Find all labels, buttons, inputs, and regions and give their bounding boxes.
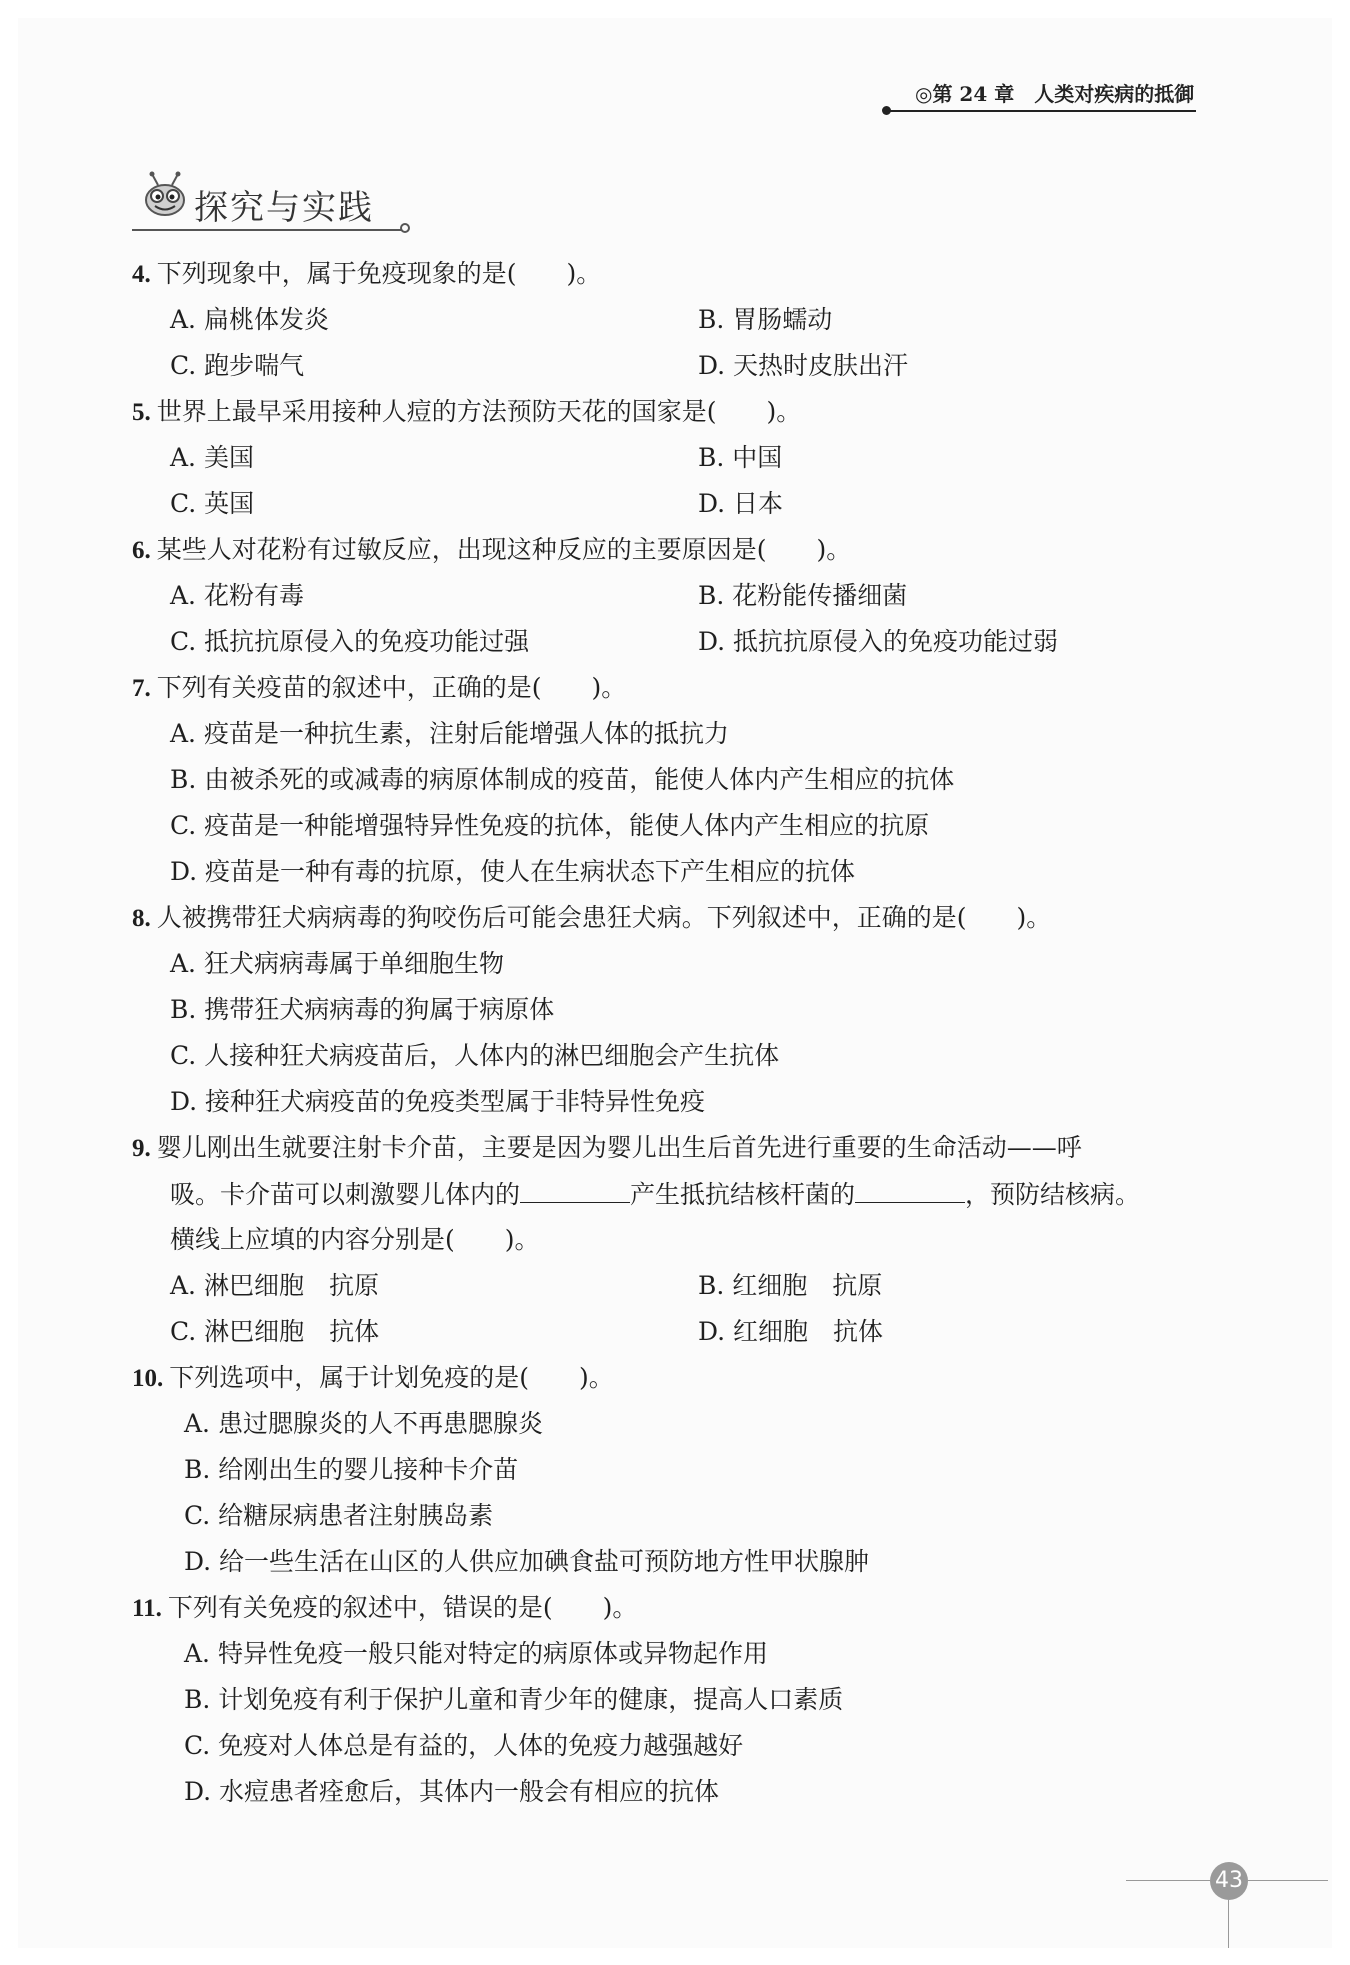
question-5-option-c: C. 英国 xyxy=(170,489,255,518)
question-8-option-a: A. 狂犬病病毒属于单细胞生物 xyxy=(170,949,504,978)
question-7-option-b: B. 由被杀死的或减毒的病原体制成的疫苗，能使人体内产生相应的抗体 xyxy=(170,765,955,794)
page-number-rule-left xyxy=(1126,1880,1210,1881)
question-5-stem: 5. 世界上最早采用接种人痘的方法预防天花的国家是( )。 xyxy=(132,397,802,426)
question-9-stem-line-2: 吸。卡介苗可以刺激婴儿体内的 产生抵抗结核杆菌的 ，预防结核病。 xyxy=(170,1180,1141,1209)
question-11-option-c: C. 免疫对人体总是有益的，人体的免疫力越强越好 xyxy=(184,1731,744,1760)
question-10-option-b: B. 给刚出生的婴儿接种卡介苗 xyxy=(184,1455,519,1484)
question-11-option-b: B. 计划免疫有利于保护儿童和青少年的健康，提高人口素质 xyxy=(184,1685,844,1714)
chapter-header: ◎第 24 章 人类对疾病的抵御 xyxy=(915,82,1195,106)
page-number-tick xyxy=(1228,1900,1229,1948)
fill-in-blank-1[interactable] xyxy=(520,1178,630,1203)
page-number: 43 xyxy=(1210,1862,1248,1900)
question-6-stem: 6. 某些人对花粉有过敏反应，出现这种反应的主要原因是( )。 xyxy=(132,535,852,564)
question-4-option-b: B. 胃肠蠕动 xyxy=(698,305,833,334)
question-11-option-a: A. 特异性免疫一般只能对特定的病原体或异物起作用 xyxy=(184,1639,768,1668)
question-5-option-d: D. 日本 xyxy=(698,489,784,518)
header-rule-dot xyxy=(882,106,891,115)
question-11-stem: 11. 下列有关免疫的叙述中，错误的是( )。 xyxy=(132,1593,638,1622)
page-number-rule-right xyxy=(1248,1880,1328,1881)
question-6-option-b: B. 花粉能传播细菌 xyxy=(698,581,908,610)
question-10-stem: 10. 下列选项中，属于计划免疫的是( )。 xyxy=(132,1363,614,1392)
question-7-stem: 7. 下列有关疫苗的叙述中，正确的是( )。 xyxy=(132,673,627,702)
question-4-stem: 4. 下列现象中，属于免疫现象的是( )。 xyxy=(132,259,602,288)
header-rule xyxy=(888,110,1196,112)
question-7-option-d: D. 疫苗是一种有毒的抗原，使人在生病状态下产生相应的抗体 xyxy=(170,857,856,886)
question-7-option-c: C. 疫苗是一种能增强特异性免疫的抗体，能使人体内产生相应的抗原 xyxy=(170,811,930,840)
section-title: 探究与实践 xyxy=(194,188,374,228)
question-6-option-a: A. 花粉有毒 xyxy=(170,581,304,610)
section-rule xyxy=(132,229,404,231)
question-9-option-a: A. 淋巴细胞 抗原 xyxy=(170,1271,379,1300)
question-9-option-c: C. 淋巴细胞 抗体 xyxy=(170,1317,380,1346)
question-11-option-d: D. 水痘患者痊愈后，其体内一般会有相应的抗体 xyxy=(184,1777,720,1806)
question-9-stem-line-3: 横线上应填的内容分别是( )。 xyxy=(170,1225,540,1254)
question-4-option-a: A. 扁桃体发炎 xyxy=(170,305,329,334)
question-6-option-c: C. 抵抗抗原侵入的免疫功能过强 xyxy=(170,627,530,656)
question-6-option-d: D. 抵抗抗原侵入的免疫功能过弱 xyxy=(698,627,1059,656)
question-5-option-a: A. 美国 xyxy=(170,443,254,472)
question-5-option-b: B. 中国 xyxy=(698,443,783,472)
question-8-option-b: B. 携带狂犬病病毒的狗属于病原体 xyxy=(170,995,555,1024)
question-8-option-d: D. 接种狂犬病疫苗的免疫类型属于非特异性免疫 xyxy=(170,1087,706,1116)
question-10-option-a: A. 患过腮腺炎的人不再患腮腺炎 xyxy=(184,1409,543,1438)
question-7-option-a: A. 疫苗是一种抗生素，注射后能增强人体的抵抗力 xyxy=(170,719,729,748)
fill-in-blank-2[interactable] xyxy=(855,1178,965,1203)
question-10-option-d: D. 给一些生活在山区的人供应加碘食盐可预防地方性甲状腺肿 xyxy=(184,1547,870,1576)
question-4-option-d: D. 天热时皮肤出汗 xyxy=(698,351,909,380)
question-9-option-b: B. 红细胞 抗原 xyxy=(698,1271,883,1300)
section-rule-end xyxy=(400,223,410,233)
question-9-option-d: D. 红细胞 抗体 xyxy=(698,1317,884,1346)
mascot-icon xyxy=(140,170,190,218)
question-4-option-c: C. 跑步喘气 xyxy=(170,351,305,380)
question-8-option-c: C. 人接种狂犬病疫苗后，人体内的淋巴细胞会产生抗体 xyxy=(170,1041,780,1070)
question-9-stem-line-1: 9. 婴儿刚出生就要注射卡介苗，主要是因为婴儿出生后首先进行重要的生命活动——呼 xyxy=(132,1133,1082,1162)
question-8-stem: 8. 人被携带狂犬病病毒的狗咬伤后可能会患狂犬病。下列叙述中，正确的是( )。 xyxy=(132,903,1052,932)
question-10-option-c: C. 给糖尿病患者注射胰岛素 xyxy=(184,1501,494,1530)
